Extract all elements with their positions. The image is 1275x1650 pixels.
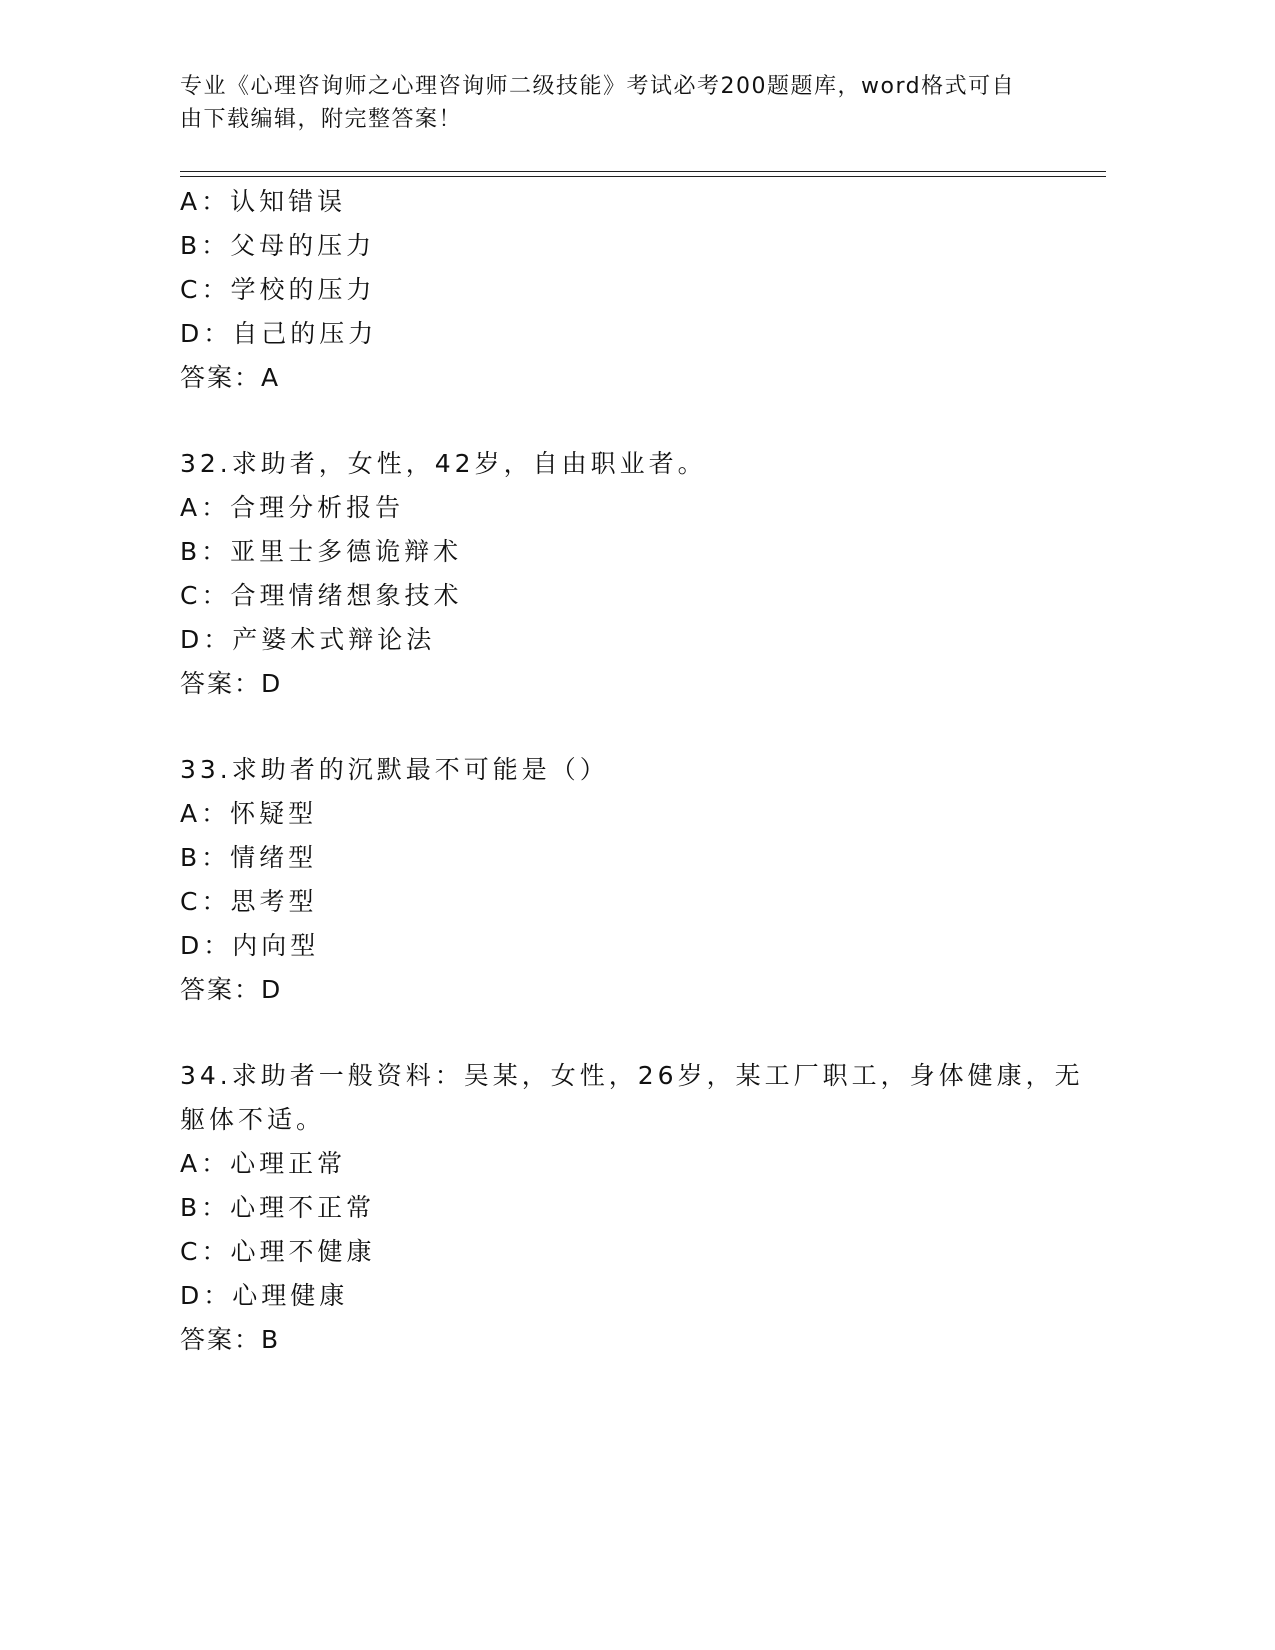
question-list xyxy=(180,182,1084,1364)
header-divider-bottom xyxy=(180,176,1106,177)
option-a: A：心理正常 xyxy=(180,1149,347,1178)
question-text: 33.求助者的沉默最不可能是（） xyxy=(180,755,609,784)
option-d: D：内向型 xyxy=(180,931,320,960)
question-text-line-1: 34.求助者一般资料：吴某，女性，26岁，某工厂职工，身体健康，无 xyxy=(180,1061,1084,1090)
option-c: C：学校的压力 xyxy=(180,275,376,304)
option-b: B：亚里士多德诡辩术 xyxy=(180,537,463,566)
header-line-2: 由下载编辑，附完整答案！ xyxy=(180,107,463,132)
question-text: 32.求助者，女性，42岁，自由职业者。 xyxy=(180,449,707,478)
question-31 xyxy=(180,182,1080,402)
question-text-line-2: 躯体不适。 xyxy=(180,1105,326,1134)
option-d: D：产婆术式辩论法 xyxy=(180,625,436,654)
header-divider-top xyxy=(180,171,1106,172)
document-header xyxy=(180,70,1060,136)
option-a: A：认知错误 xyxy=(180,187,347,216)
option-a: A：怀疑型 xyxy=(180,799,318,828)
option-a: A：合理分析报告 xyxy=(180,493,405,522)
option-d: D：自己的压力 xyxy=(180,319,378,348)
header-line-1: 专业《心理咨询师之心理咨询师二级技能》考试必考200题题库，word格式可自 xyxy=(180,74,1016,99)
option-b: B：父母的压力 xyxy=(180,231,376,260)
question-32 xyxy=(180,444,1080,708)
question-spacer xyxy=(180,402,1080,444)
option-b: B：情绪型 xyxy=(180,843,318,872)
answer-line: 答案：D xyxy=(180,669,283,698)
answer-line: 答案：D xyxy=(180,975,283,1004)
answer-line: 答案：A xyxy=(180,363,281,392)
question-spacer xyxy=(180,1014,1080,1056)
option-c: C：心理不健康 xyxy=(180,1237,376,1266)
question-spacer xyxy=(180,708,1080,750)
option-b: B：心理不正常 xyxy=(180,1193,376,1222)
question-33 xyxy=(180,750,1080,1014)
option-c: C：思考型 xyxy=(180,887,318,916)
answer-line: 答案：B xyxy=(180,1325,281,1354)
option-d: D：心理健康 xyxy=(180,1281,349,1310)
question-34 xyxy=(180,1056,1084,1364)
option-c: C：合理情绪想象技术 xyxy=(180,581,463,610)
